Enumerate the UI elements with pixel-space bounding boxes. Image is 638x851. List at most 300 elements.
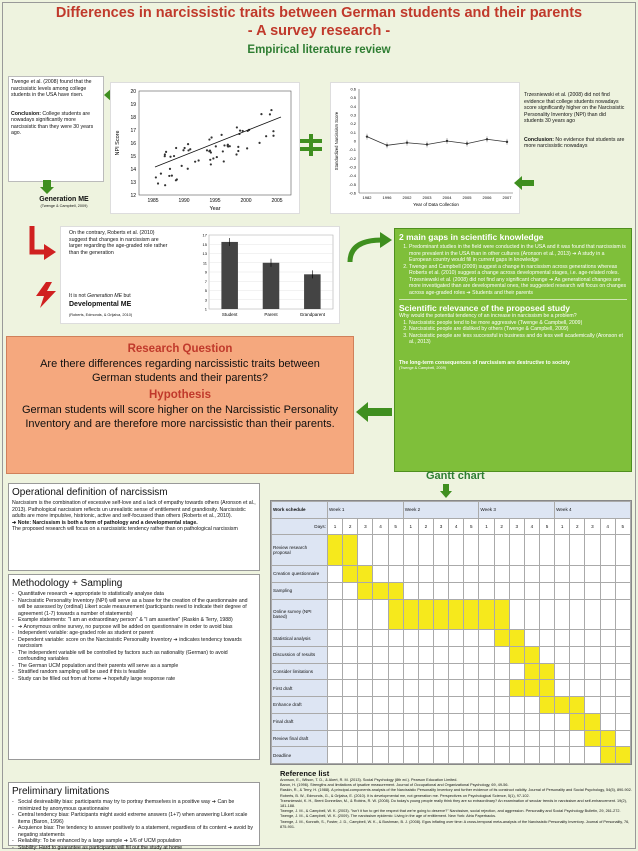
x-tick-label: 2004 — [442, 195, 452, 200]
generation-me-ref: (Twenge & Campbell, 2009) — [40, 204, 88, 209]
gantt-cell — [358, 566, 373, 583]
gantt-task: Consider limitations — [272, 663, 328, 680]
gantt-cell — [615, 582, 630, 599]
y-axis-label: Standardized Narcissism Score — [334, 111, 339, 171]
y-tick-label: 17 — [202, 232, 207, 238]
roberts-notme: It is not Generation ME but — [69, 293, 131, 299]
gantt-day: 1 — [403, 518, 418, 535]
y-tick-label: -0.3 — [349, 164, 356, 170]
gantt-cell — [418, 599, 433, 630]
gantt-cell — [479, 697, 494, 714]
relevance-item: 1. Narcissistic people tend to be more aggressive (Twenge & Campbell, 2009) — [409, 320, 627, 327]
opdef-panel — [8, 483, 260, 571]
data-point — [187, 143, 189, 145]
limitations-panel — [8, 782, 260, 851]
gantt-cell — [388, 535, 403, 566]
gantt-cell — [449, 730, 464, 747]
gantt-cell — [524, 566, 539, 583]
npi-scatter-chart — [110, 82, 300, 214]
relevance-item: 2. Narcissistic people are disliked by others (Twenge & Campbell, 2009) — [409, 326, 627, 333]
gantt-cell — [539, 697, 554, 714]
data-point — [164, 184, 166, 186]
red-lightning-icon — [34, 282, 58, 308]
gantt-cell — [403, 535, 418, 566]
method-item: - Example statements: "I am an extraordinary person" & "I am assertive" (Raskin & Terry, 1988) — [12, 617, 256, 624]
data-point — [169, 168, 171, 170]
gantt-task: Discussion of results — [272, 646, 328, 663]
gantt-cell — [555, 630, 570, 647]
gantt-cell — [479, 663, 494, 680]
data-point — [272, 130, 274, 132]
gantt-cell — [418, 582, 433, 599]
y-tick-label: -0.5 — [349, 181, 356, 187]
x-tick-label: 2005 — [271, 198, 283, 204]
gantt-head: Work schedule — [272, 502, 328, 519]
gantt-cell — [494, 747, 509, 764]
gantt-cell — [464, 630, 479, 647]
gantt-cell — [600, 747, 615, 764]
gantt-week: Week 4 — [555, 502, 631, 519]
reference-title: Reference list — [280, 769, 330, 778]
gantt-cell — [524, 680, 539, 697]
roberts-ref: (Roberts, Edmonds, & Grijalva, 2010) — [69, 313, 133, 317]
gantt-cell — [373, 680, 388, 697]
gantt-cell — [509, 747, 524, 764]
gantt-cell — [539, 599, 554, 630]
green-down-arrow-icon — [440, 484, 452, 498]
gantt-cell — [524, 535, 539, 566]
method-item: - ➔ Anonymous online survey, no purpose will be added on questionnaire in order to avoid bias — [12, 624, 256, 631]
gantt-cell — [343, 663, 358, 680]
gantt-cell — [373, 599, 388, 630]
poster-title: Differences in narcissistic traits between German students and their parents - A survey research - — [55, 5, 583, 39]
gantt-cell — [600, 582, 615, 599]
gantt-cell — [509, 582, 524, 599]
x-axis-label: Year — [209, 206, 221, 212]
data-point — [169, 156, 171, 158]
gantt-cell — [464, 730, 479, 747]
method-panel — [8, 574, 260, 760]
gantt-cell — [403, 680, 418, 697]
gantt-cell — [358, 747, 373, 764]
y-tick-label: 3 — [204, 297, 207, 303]
reference-item: Roberts, B. W., Edmonds, G., & Grijalva, E. (2010). It is developmental me, not generation me. Perspectives on Psychological Science, 5(1), 97-102. — [280, 793, 530, 798]
gantt-cell — [555, 646, 570, 663]
gantt-cell — [600, 646, 615, 663]
gantt-cell — [343, 630, 358, 647]
method-item: - Independent variable: age-graded role as student or parent — [12, 630, 256, 637]
gantt-cell — [615, 646, 630, 663]
gantt-cell — [615, 680, 630, 697]
gantt-cell — [464, 713, 479, 730]
bar — [263, 263, 280, 309]
gantt-cell — [449, 535, 464, 566]
gantt-day: 1 — [479, 518, 494, 535]
not-equal-icon — [298, 132, 324, 158]
data-point — [209, 159, 211, 161]
x-tick-label: 1990 — [178, 198, 190, 204]
y-tick-label: 0 — [353, 138, 356, 144]
gantt-cell — [418, 697, 433, 714]
gantt-table — [270, 500, 632, 765]
gantt-cell — [388, 630, 403, 647]
opdef-text: Narcissism is the combination of excessive self-love and a lack of empathy towards others (Aronson et al., 2013). Pathological narcissism reflects un unrealistic sense of entitlement and grandiosity. Narcissistic adults are more impulsive, histrionic, active and self-focussed than others (Roberts et al., 2010). — [12, 500, 256, 519]
long-term-text: The long-term consequences of narcissism are destructive to society — [399, 359, 570, 366]
opdef-note: ➔ Note: Narcissism is both a form of pathology and a developmental stage. — [12, 519, 198, 526]
y-tick-label: 1 — [204, 306, 207, 312]
gantt-cell — [433, 680, 448, 697]
gantt-cell — [328, 630, 343, 647]
gantt-cell — [449, 663, 464, 680]
gantt-cell — [403, 630, 418, 647]
gantt-cell — [539, 582, 554, 599]
gantt-cell — [615, 747, 630, 764]
data-point — [155, 176, 157, 178]
gantt-cell — [358, 663, 373, 680]
gantt-cell — [585, 599, 600, 630]
gantt-cell — [509, 646, 524, 663]
gantt-cell — [433, 663, 448, 680]
gantt-cell — [585, 730, 600, 747]
y-tick-label: -0.1 — [349, 147, 356, 153]
gantt-cell — [494, 730, 509, 747]
gantt-cell — [570, 697, 585, 714]
gantt-cell — [585, 630, 600, 647]
gantt-cell — [449, 713, 464, 730]
gantt-cell — [418, 680, 433, 697]
y-tick-label: 5 — [204, 288, 207, 293]
gantt-cell — [403, 713, 418, 730]
gantt-cell — [524, 747, 539, 764]
gantt-day: 3 — [433, 518, 448, 535]
y-tick-label: 20 — [130, 89, 136, 95]
gantt-cell — [600, 535, 615, 566]
gantt-cell — [403, 747, 418, 764]
gantt-cell — [449, 582, 464, 599]
data-point — [206, 149, 208, 151]
gantt-cell — [343, 646, 358, 663]
gantt-cell — [373, 535, 388, 566]
gantt-cell — [539, 663, 554, 680]
gantt-cell — [600, 680, 615, 697]
data-point — [237, 146, 239, 148]
x-tick-label: Grandparent — [299, 312, 325, 317]
gantt-cell — [479, 599, 494, 630]
data-point — [235, 153, 237, 155]
data-point — [246, 147, 248, 149]
gantt-cell — [479, 535, 494, 566]
gantt-cell — [449, 697, 464, 714]
gantt-cell — [358, 730, 373, 747]
green-left-arrow-icon — [514, 176, 534, 190]
gantt-cell — [433, 646, 448, 663]
gantt-cell — [509, 680, 524, 697]
data-point — [239, 130, 241, 132]
data-point — [236, 126, 238, 128]
gantt-cell — [388, 680, 403, 697]
opdef-focus: The proposed research will focus on a narcissistic tendency rather than on pathological narcissism — [12, 526, 238, 532]
data-point — [270, 109, 272, 111]
gantt-cell — [433, 730, 448, 747]
gantt-cell — [449, 680, 464, 697]
data-point — [386, 144, 388, 146]
gantt-cell — [373, 582, 388, 599]
gantt-cell — [328, 646, 343, 663]
data-point — [164, 153, 166, 155]
reference-item: Twenge, J. M., Konrath, S., Foster, J. D., Campbell, W. K., & Bushman, B. J. (2008). Egos inflating over time: A cross-temporal meta-analysis of the Narcissistic Personality Inventory. Journal of Personality, 76, 875-901. — [280, 819, 630, 829]
data-point — [168, 175, 170, 177]
gantt-cell — [524, 582, 539, 599]
gantt-cell — [585, 680, 600, 697]
gantt-cell — [343, 680, 358, 697]
gantt-cell — [464, 646, 479, 663]
limitations-title: Preliminary limitations — [12, 786, 110, 797]
data-point — [260, 113, 262, 115]
gantt-cell — [418, 566, 433, 583]
y-tick-label: 15 — [130, 154, 136, 160]
gantt-cell — [343, 713, 358, 730]
x-tick-label: 2006 — [482, 195, 492, 200]
gantt-cell — [509, 697, 524, 714]
gantt-cell — [585, 747, 600, 764]
gantt-cell — [449, 747, 464, 764]
gantt-cell — [388, 582, 403, 599]
gantt-cell — [585, 566, 600, 583]
gantt-cell — [479, 646, 494, 663]
gantt-cell — [585, 535, 600, 566]
gantt-day: 2 — [343, 518, 358, 535]
gantt-cell — [328, 663, 343, 680]
gantt-cell — [615, 630, 630, 647]
gantt-cell — [539, 566, 554, 583]
data-point — [175, 147, 177, 149]
gantt-cell — [509, 630, 524, 647]
gantt-cell — [343, 599, 358, 630]
limitation-item: - Central tendency bias: Participants might avoid extreme answers (1+7) when answering Likert scale items (Baron, 1996) — [12, 812, 256, 825]
generation-me-block — [14, 196, 114, 210]
gantt-cell — [418, 730, 433, 747]
gantt-cell — [449, 599, 464, 630]
y-tick-label: 12 — [130, 193, 136, 199]
gantt-cell — [358, 646, 373, 663]
relevance-item: 3. Narcissistic people are less successful in business and do less well academically (Aronson et al., 2013) — [409, 333, 627, 346]
gantt-cell — [373, 646, 388, 663]
gantt-cell — [433, 535, 448, 566]
gantt-cell — [403, 697, 418, 714]
gantt-cell — [555, 663, 570, 680]
gantt-cell — [328, 697, 343, 714]
gantt-cell — [373, 566, 388, 583]
gantt-cell — [555, 747, 570, 764]
relevance-question: Why would the potential tendency of an increase in narcissism be a problem? — [399, 313, 577, 319]
gantt-cell — [494, 535, 509, 566]
gantt-cell — [600, 730, 615, 747]
gantt-cell — [479, 566, 494, 583]
gantt-cell — [524, 730, 539, 747]
gantt-cell — [585, 582, 600, 599]
y-tick-label: 0.1 — [350, 129, 356, 135]
gantt-cell — [464, 663, 479, 680]
gantt-day: 5 — [388, 518, 403, 535]
reference-item: Trzesniewski, K. H., Brent Donnellan, M., & Robins, R. W. (2008). Do today's young people really think they are so extraordinary? An examination of secular trends in narcissism and self-enhancement. 19(2), 181-188. — [280, 798, 627, 809]
gantt-cell — [600, 713, 615, 730]
gantt-cell — [464, 680, 479, 697]
gantt-cell — [328, 566, 343, 583]
gantt-day: 1 — [555, 518, 570, 535]
gantt-cell — [373, 630, 388, 647]
data-point — [223, 160, 225, 162]
method-title: Methodology + Sampling — [12, 578, 123, 589]
data-point — [216, 156, 218, 158]
data-point — [237, 150, 239, 152]
gantt-task: Statistical analysis — [272, 630, 328, 647]
twenge-conclusion-label: Conclusion: — [11, 110, 41, 117]
gantt-cell — [555, 582, 570, 599]
gantt-cell — [479, 713, 494, 730]
gaps-title: 2 main gaps in scientific knowledge — [399, 232, 544, 242]
gantt-day: 5 — [464, 518, 479, 535]
gantt-day: 2 — [570, 518, 585, 535]
gantt-cell — [509, 663, 524, 680]
gantt-cell — [343, 730, 358, 747]
age-bar-chart — [191, 231, 337, 321]
narcissism-line-chart — [330, 82, 520, 214]
developmental-me-title: Developmental ME — [69, 301, 132, 308]
reference-item: Aronson, E., Wilson, T. D., & Akert, R. M. (2013). Social Psychology (8th ed.). Pearson Education Limited. — [280, 778, 458, 782]
gantt-cell — [433, 599, 448, 630]
gantt-task: Sampling — [272, 582, 328, 599]
data-point — [466, 142, 468, 144]
gantt-cell — [555, 566, 570, 583]
data-point — [210, 136, 212, 138]
data-point — [183, 147, 185, 149]
gantt-cell — [358, 582, 373, 599]
gantt-task: Deadline — [272, 747, 328, 764]
y-tick-label: 18 — [130, 115, 136, 121]
data-point — [212, 157, 214, 159]
data-point — [165, 151, 167, 153]
gantt-cell — [555, 713, 570, 730]
reference-items — [280, 778, 632, 830]
method-item: - The independent variable will be controlled by factors such as nationality (German) to avoid confounding variables — [12, 650, 256, 663]
relevance-title: Scientific relevance of the proposed study — [399, 303, 570, 313]
x-tick-label: 2002 — [402, 195, 412, 200]
x-tick-label: 2005 — [462, 195, 472, 200]
gantt-cell — [373, 713, 388, 730]
gantt-cell — [494, 713, 509, 730]
gantt-heading: Gantt chart — [426, 470, 485, 482]
gantt-cell — [449, 646, 464, 663]
gaps-panel — [394, 228, 632, 472]
data-point — [194, 161, 196, 163]
y-tick-label: 16 — [130, 141, 136, 147]
x-tick-label: 1996 — [382, 195, 392, 200]
gantt-task: Final draft — [272, 713, 328, 730]
data-point — [210, 151, 212, 153]
gantt-cell — [539, 747, 554, 764]
gantt-cell — [403, 730, 418, 747]
gantt-day: 4 — [449, 518, 464, 535]
hypothesis-heading: Hypothesis — [149, 389, 211, 401]
y-tick-label: 15 — [202, 241, 207, 247]
x-tick-label: 1995 — [209, 198, 221, 204]
gantt-cell — [570, 663, 585, 680]
gantt-cell — [600, 630, 615, 647]
gantt-cell — [388, 646, 403, 663]
gantt-cell — [524, 697, 539, 714]
gantt-cell — [570, 730, 585, 747]
trzes-box — [522, 90, 628, 202]
gap-item: 2. Twenge and Campbell (2009) suggest a change in narcissism across generations whereas Roberts et al. (2010) suggest a change across developmental stages, i.e. age-related roles. Trzesniewski et al. (2008) did not find any significant change ➔ As generational changes are more investigated than are developmental ones, the suggested research will focus on changes across age-graded roles ➔ Students and their parents — [409, 264, 627, 297]
gantt-cell — [388, 663, 403, 680]
gantt-cell — [358, 713, 373, 730]
green-curve-arrow-icon — [346, 232, 394, 266]
gantt-week: Week 3 — [479, 502, 555, 519]
trzes-conclusion-label: Conclusion: — [524, 136, 554, 143]
research-question-text: Are there differences regarding narcissistic traits between German students and their parents? — [40, 358, 320, 384]
y-tick-label: 7 — [204, 278, 207, 284]
data-point — [187, 168, 189, 170]
data-point — [210, 163, 212, 165]
limitation-item: - Acquience bias: The tendency to answer positively to a statement, regardless of its content ➔ avoid by negating statements — [12, 825, 256, 838]
gantt-cell — [555, 680, 570, 697]
data-point — [182, 149, 184, 151]
method-list — [12, 591, 256, 682]
gantt-cell — [570, 680, 585, 697]
data-point — [229, 145, 231, 147]
gantt-cell — [388, 599, 403, 630]
gantt-cell — [403, 646, 418, 663]
gantt-cell — [449, 566, 464, 583]
gantt-day: 2 — [418, 518, 433, 535]
gantt-cell — [585, 663, 600, 680]
gantt-cell — [615, 697, 630, 714]
gantt-cell — [479, 730, 494, 747]
gantt-cell — [524, 630, 539, 647]
data-point — [406, 142, 408, 144]
limitations-list — [12, 799, 256, 851]
gantt-cell — [555, 599, 570, 630]
y-tick-label: 0.4 — [350, 103, 356, 109]
gantt-week: Week 1 — [328, 502, 404, 519]
data-point — [486, 138, 488, 140]
data-point — [446, 140, 448, 142]
gantt-cell — [403, 566, 418, 583]
data-point — [160, 173, 162, 175]
gantt-cell — [615, 730, 630, 747]
data-point — [171, 174, 173, 176]
gantt-cell — [418, 535, 433, 566]
gantt-cell — [509, 566, 524, 583]
gantt-cell — [343, 582, 358, 599]
gantt-cell — [358, 697, 373, 714]
gantt-cell — [373, 747, 388, 764]
gantt-cell — [585, 713, 600, 730]
gantt-cell — [494, 599, 509, 630]
x-tick-label: Student — [221, 312, 238, 317]
trzes-text: Trzesniewski et al. (2008) did not find evidence that college students nowadays score significantly higher on the Narcissistic Personality Inventory (NPI) than did students 30 years ago — [524, 92, 625, 124]
gantt-cell — [388, 697, 403, 714]
gantt-cell — [358, 535, 373, 566]
gantt-cell — [388, 730, 403, 747]
bar — [304, 274, 321, 309]
gantt-cell — [570, 582, 585, 599]
gantt-cell — [403, 599, 418, 630]
research-question-panel — [6, 336, 354, 474]
gantt-cell — [524, 713, 539, 730]
data-point — [426, 143, 428, 145]
gantt-cell — [433, 566, 448, 583]
